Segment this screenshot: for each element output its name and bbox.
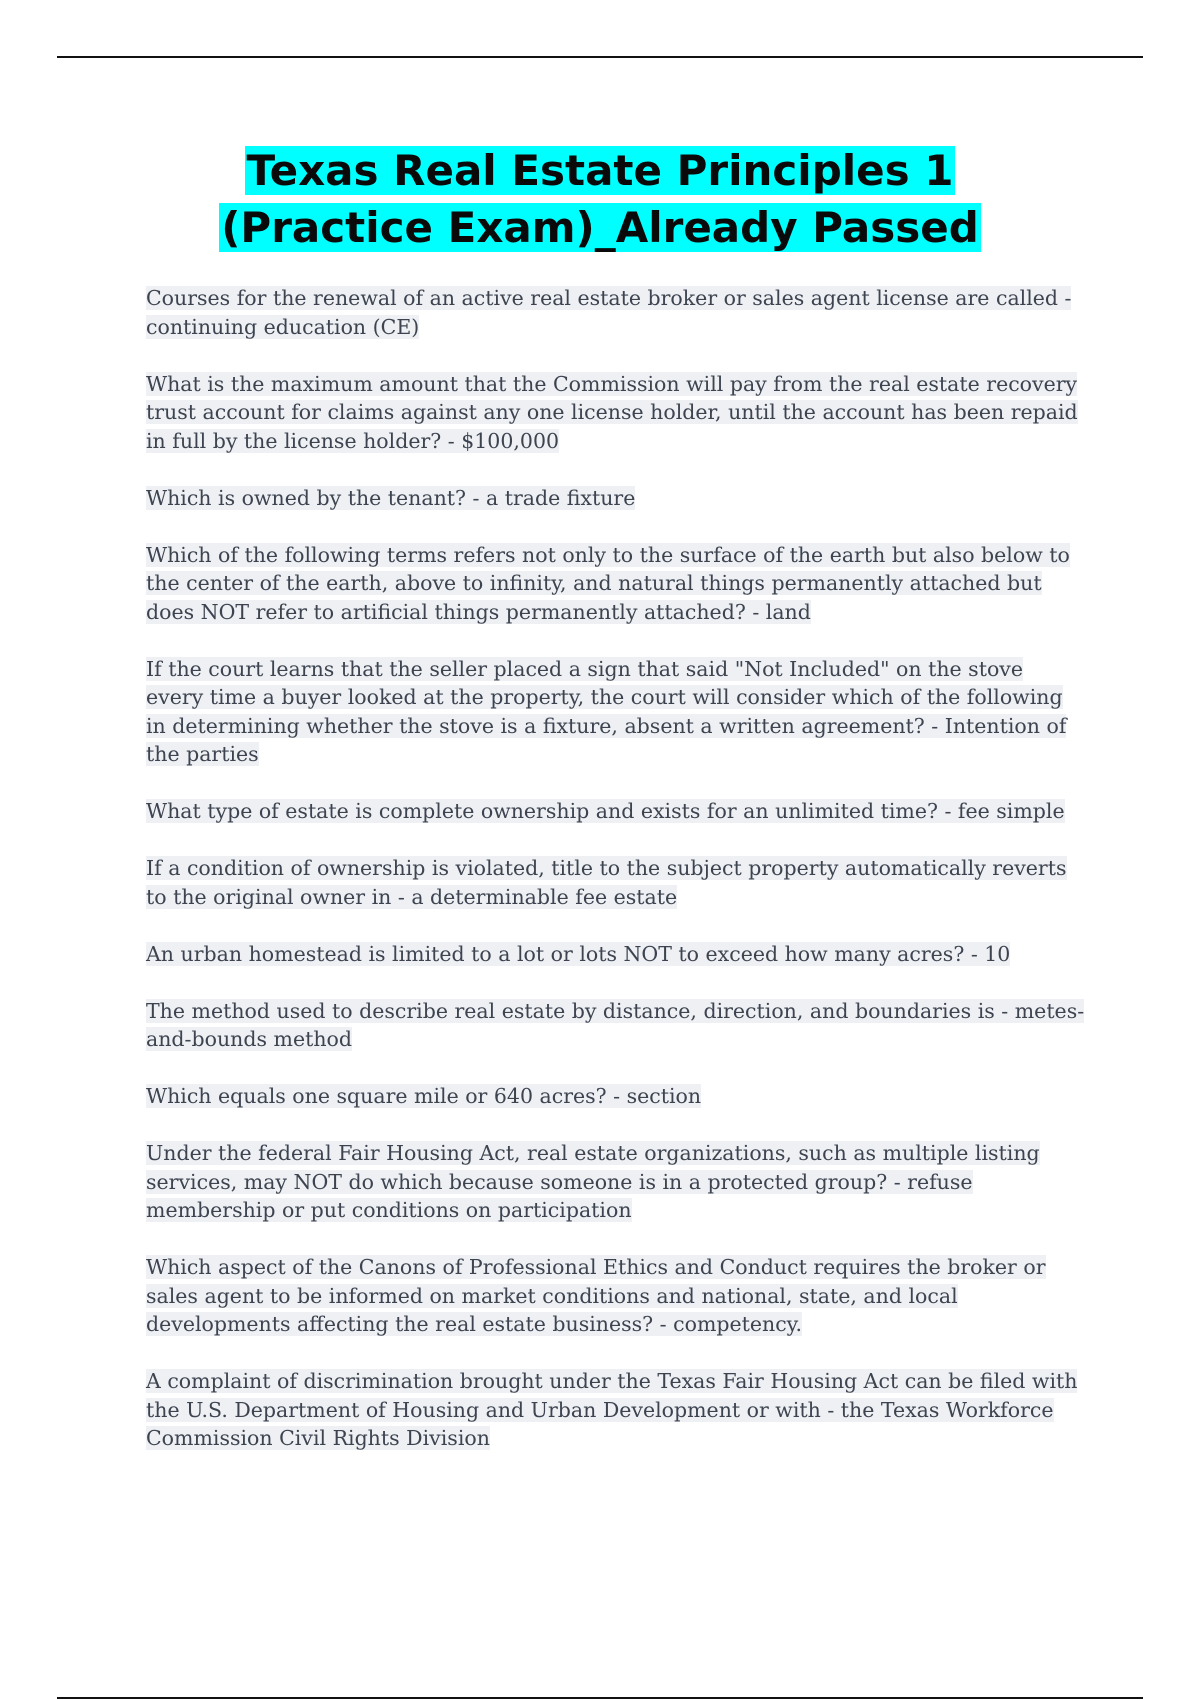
qa-item-text: Which equals one square mile or 640 acres? - section [146, 1084, 702, 1108]
qa-item [146, 1253, 1086, 1339]
qa-item [146, 997, 1086, 1054]
qa-item [146, 284, 1086, 341]
qa-item-text: Which is owned by the tenant? - a trade fixture [146, 485, 636, 510]
qa-item [146, 940, 1086, 969]
qa-item [146, 655, 1086, 769]
qa-item [146, 1367, 1086, 1453]
qa-item-text: If the court learns that the seller placed a sign that said "Not Included" on the stove every time a buyer looked at the property, the court will consider which of the following in determining whether the stove is a fixture, absent a written agreement? - Intention of the parties [146, 656, 1067, 766]
qa-item-text: If a condition of ownership is violated, title to the subject property automatically reverts to the original owner in - a determinable fee estate [146, 856, 1067, 909]
qa-item [146, 541, 1086, 627]
qa-list [146, 284, 1086, 1481]
bottom-rule [57, 1697, 1143, 1699]
title-block [0, 142, 1200, 256]
qa-item-text: What type of estate is complete ownership and exists for an unlimited time? - fee simple [146, 799, 1065, 823]
qa-item-text: Which aspect of the Canons of Professional Ethics and Conduct requires the broker or sales agent to be informed on market conditions and national, state, and local developments affecting the real estate business? - competency. [146, 1255, 1046, 1336]
qa-item [146, 370, 1086, 456]
qa-item-text: A complaint of discrimination brought under the Texas Fair Housing Act can be filed with the U.S. Department of Housing and Urban Development or with - the Texas Workforce Commission Civil Rights Division [146, 1369, 1078, 1450]
qa-item-text: Under the federal Fair Housing Act, real estate organizations, such as multiple listing services, may NOT do which because someone is in a protected group? - refuse membership or put conditions on participation [146, 1141, 1040, 1222]
qa-item-text: What is the maximum amount that the Commission will pay from the real estate recovery trust account for claims against any one license holder, until the account has been repaid in full by the license holder? - $100,000 [146, 371, 1078, 453]
page-title-text: Texas Real Estate Principles 1 (Practice Exam)_Already Passed [221, 146, 979, 252]
qa-item-text: Courses for the renewal of an active real estate broker or sales agent license are called - continuing education (CE) [146, 286, 1072, 339]
qa-item [146, 1139, 1086, 1225]
top-rule [57, 56, 1143, 58]
qa-item [146, 1082, 1086, 1111]
qa-item-text: An urban homestead is limited to a lot or lots NOT to exceed how many acres? - 10 [146, 941, 1011, 966]
page-title [160, 142, 1040, 256]
qa-item [146, 854, 1086, 911]
qa-item-text: Which of the following terms refers not only to the surface of the earth but also below to the center of the earth, above to infinity, and natural things permanently attached but does NOT refer to artificial things permanently attached? - land [146, 542, 1070, 624]
qa-item [146, 484, 1086, 513]
qa-item [146, 797, 1086, 826]
qa-item-text: The method used to describe real estate by distance, direction, and boundaries is - metes-and-bounds method [146, 998, 1085, 1051]
